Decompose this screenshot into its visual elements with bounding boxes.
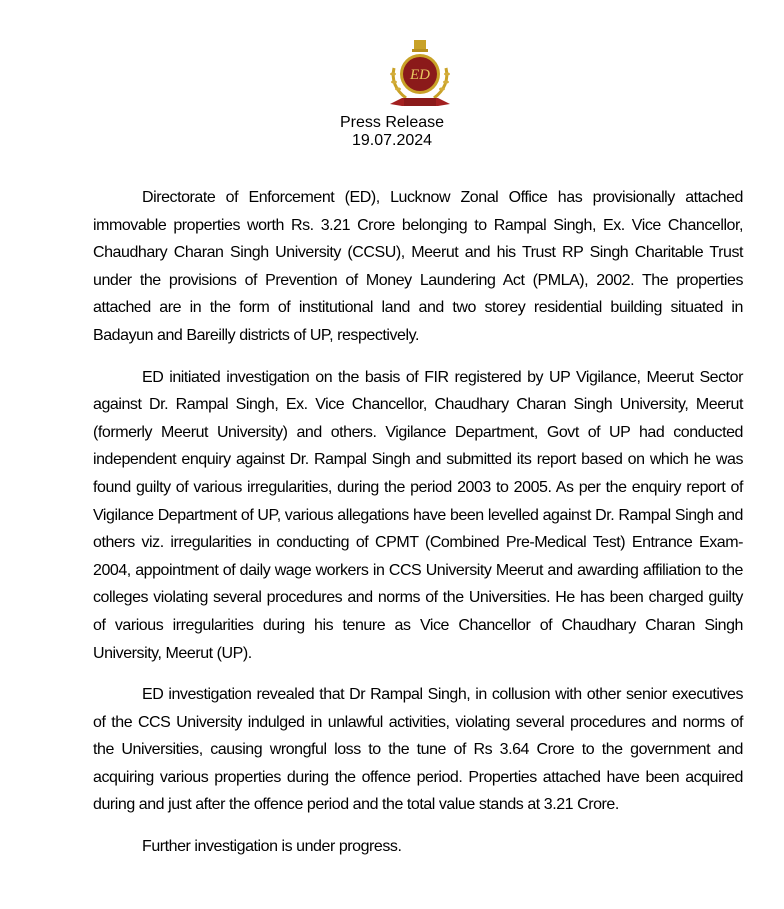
press-release-title: Press Release bbox=[339, 114, 445, 131]
ed-emblem-icon bbox=[372, 38, 468, 114]
paragraph-3: ED investigation revealed that Dr Rampal Singh, in collusion with other senior executives of the CCS University indulged in unlawful activities, violating several procedures and norms of the Universities, causing wrongful loss to the tune of Rs 3.64 Crore to the government and acquiring various properties during the offence period. Properties attached have been acquired during and just after the offence period and the total value stands at 3.21 Crore. bbox=[93, 686, 743, 814]
ed-emblem-logo bbox=[372, 38, 468, 114]
press-release-date: 19.07.2024 bbox=[351, 132, 433, 149]
lion-capital-icon bbox=[414, 40, 426, 49]
paragraph-4: Further investigation is under progress. bbox=[142, 838, 402, 856]
press-release-body bbox=[93, 184, 743, 875]
paragraph-2: ED initiated investigation on the basis of FIR registered by UP Vigilance, Meerut Sector against Dr. Rampal Singh, Ex. Vice Chancellor, Chaudhary Charan Singh University, Meerut (formerly Meerut University) and others. Vigilance Department, Govt of UP had conducted independent enquiry against Dr. Rampal Singh and submitted its report based on which he was found guilty of various irregularities, during the period 2003 to 2005. As per the enquiry report of Vigilance Department of UP, various allegations have been levelled against Dr. Rampal Singh and others viz. irregularities in conducting of CPMT (Combined Pre-Medical Test) Entrance Exam-2004, appointment of daily wage workers in CCS University Meerut and awarding affiliation to the colleges violating several procedures and norms of the Universities. He has been charged guilty of various irregularities during his tenure as Vice Chancellor of Chaudhary Charan Singh University, Meerut (UP). bbox=[93, 368, 743, 662]
logo-text: ED bbox=[410, 67, 430, 83]
paragraph-1: Directorate of Enforcement (ED), Lucknow Zonal Office has provisionally attached immovable properties worth Rs. 3.21 Crore belonging to Rampal Singh, Ex. Vice Chancellor, Chaudhary Charan Singh University (CCSU), Meerut and his Trust RP Singh Charitable Trust under the provisions of Prevention of Money Laundering Act (PMLA), 2002. The properties attached are in the form of institutional land and two storey residential building situated in Badayun and Bareilly districts of UP, respectively. bbox=[93, 189, 743, 344]
